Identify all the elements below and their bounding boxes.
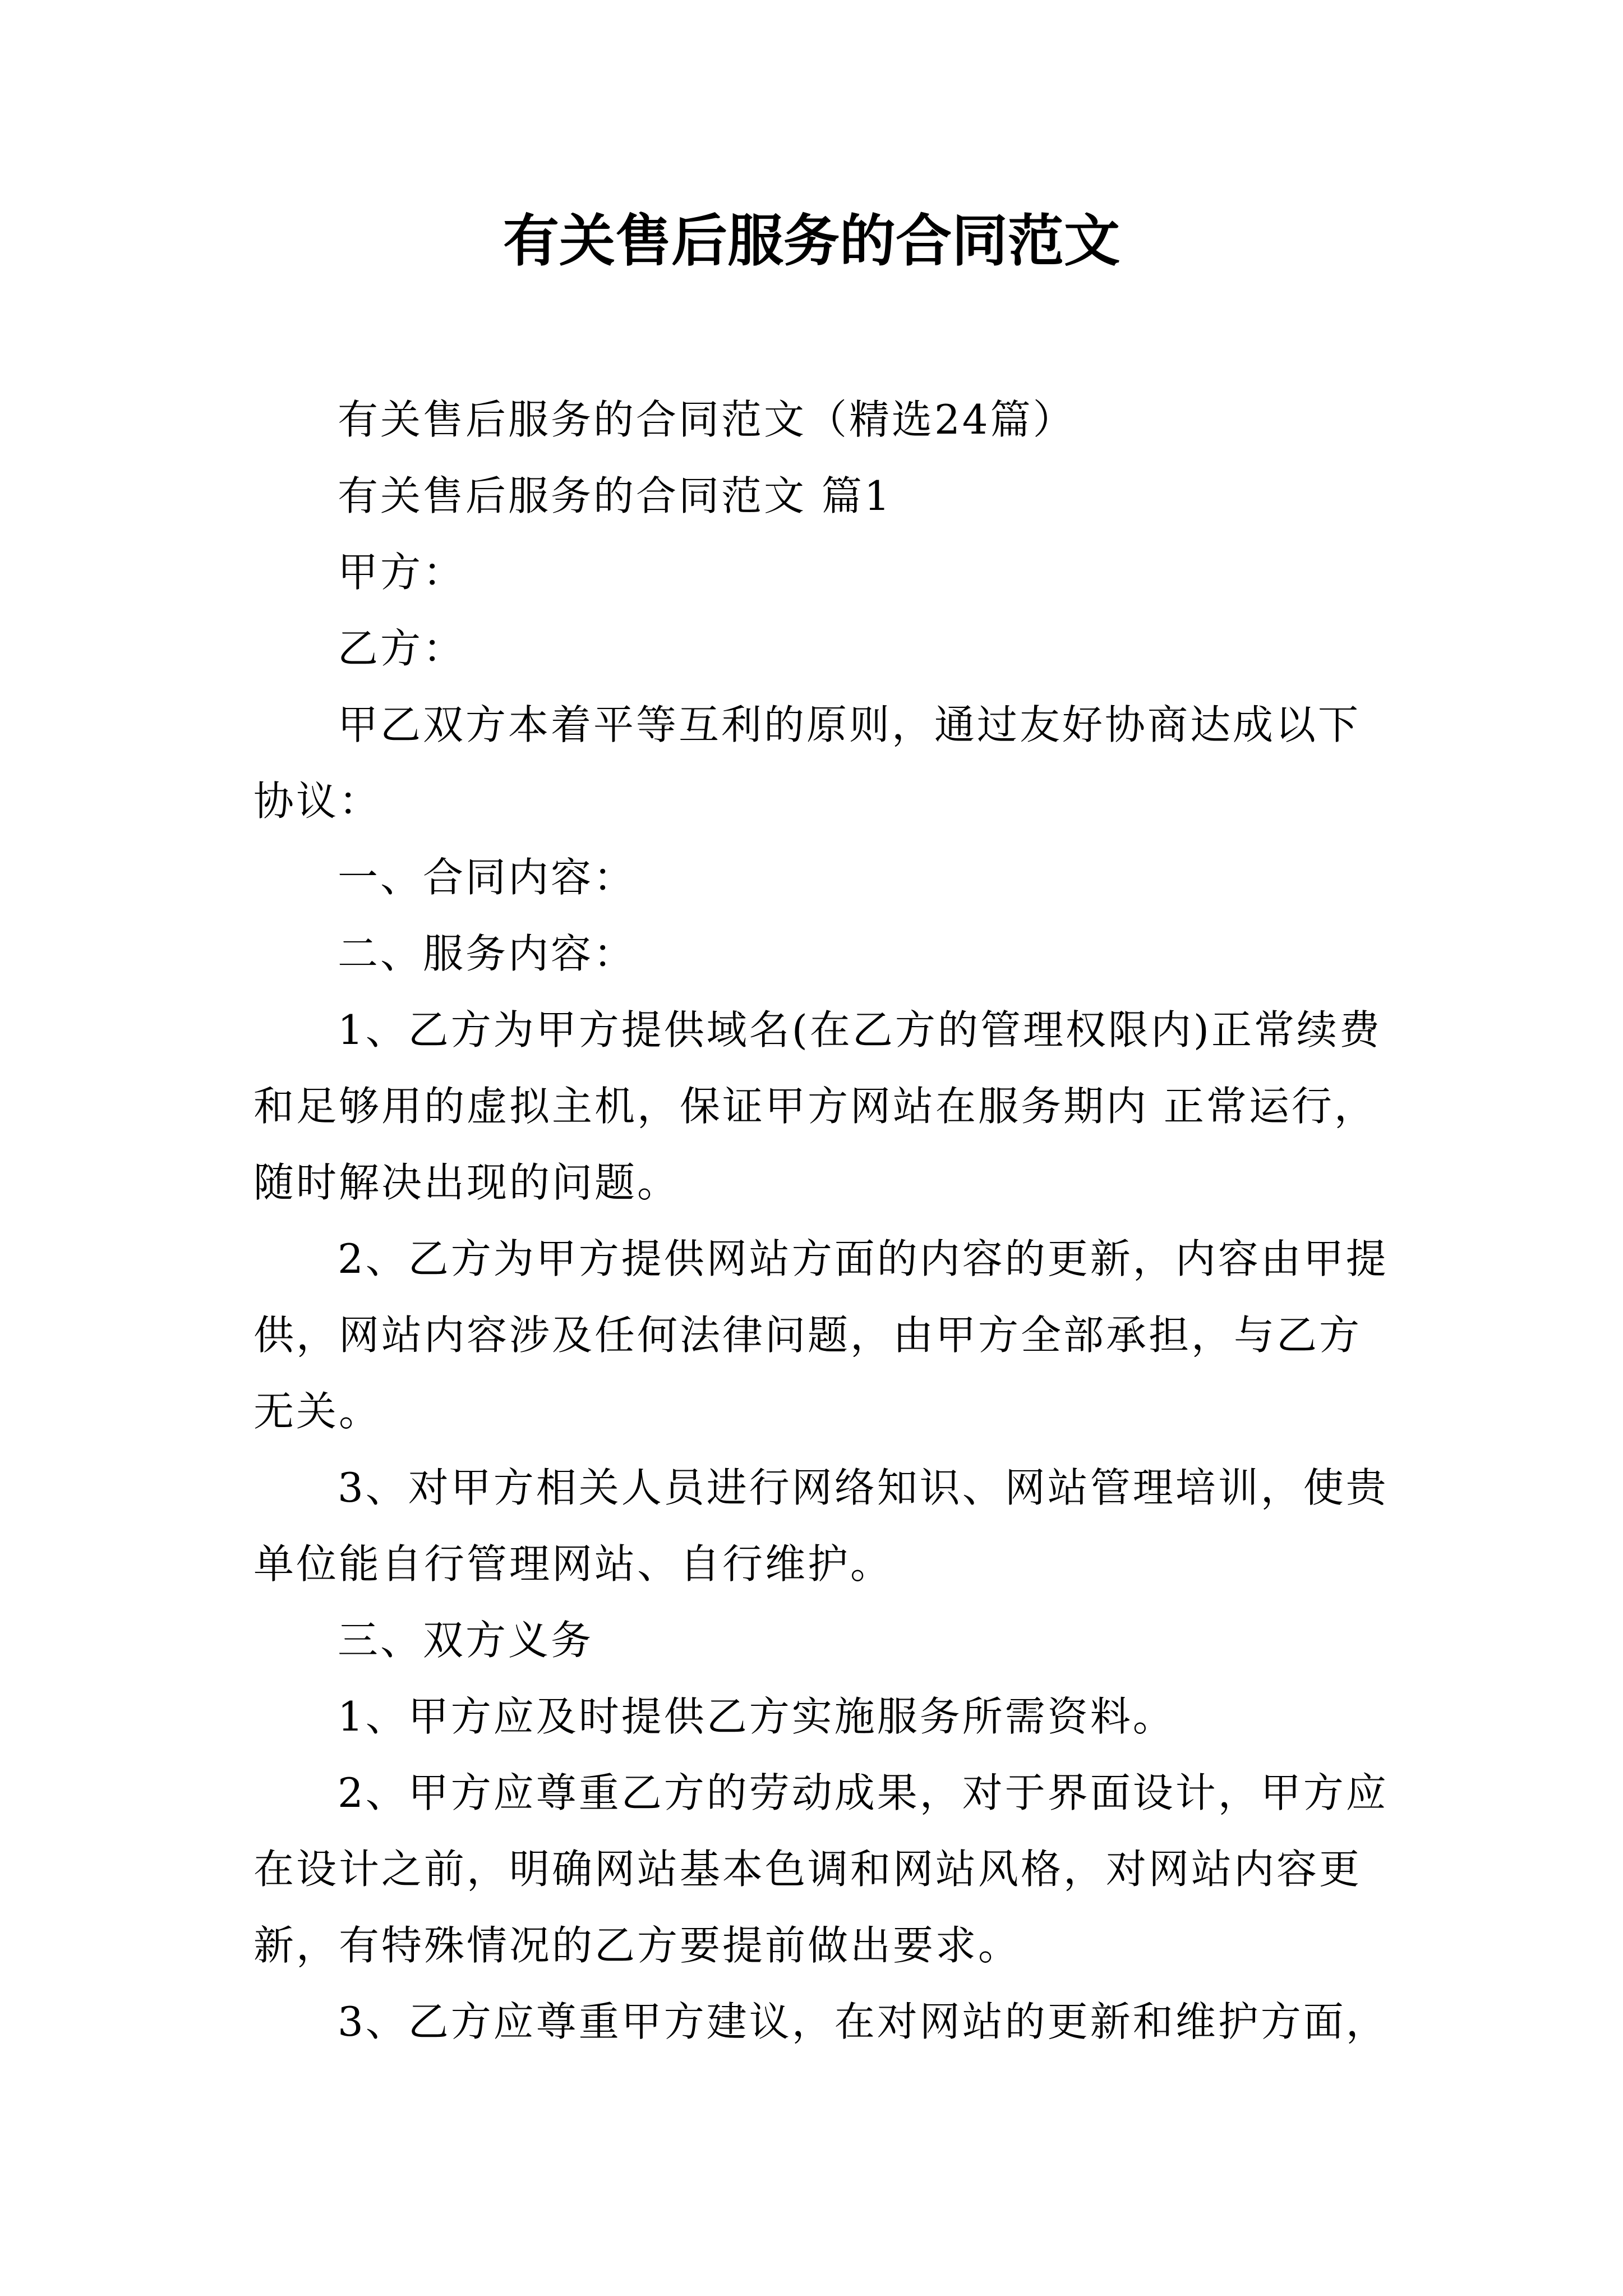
paragraph-service-item-2: 2、乙方为甲方提供网站方面的内容的更新，内容由甲提供，网站内容涉及任何法律问题，由甲方全部承担，与乙方无关。: [253, 1235, 1389, 1435]
paragraph-subtitle: 有关售后服务的合同范文（精选24篇）: [338, 396, 1076, 443]
paragraph-obligation-2: 2、甲方应尊重乙方的劳动成果，对于界面设计，甲方应在设计之前，明确网站基本色调和网站风格，对网站内容更新，有特殊情况的乙方要提前做出要求。: [253, 1769, 1389, 1969]
paragraph-obligation-3: 3、乙方应尊重甲方建议，在对网站的更新和维护方面，: [338, 1998, 1389, 2045]
paragraph-service-item-1: 1、乙方为甲方提供域名(在乙方的管理权限内)正常续费和足够用的虚拟主机，保证甲方网站在服务期内 正常运行， 随时解决出现的问题。: [253, 1006, 1382, 1206]
paragraph-obligation-1: 1、甲方应及时提供乙方实施服务所需资料。: [338, 1693, 1175, 1740]
paragraph-party-b: 乙方：: [338, 625, 466, 672]
paragraph-section-heading: 有关售后服务的合同范文 篇1: [338, 472, 892, 519]
paragraph-service-item-3: 3、对甲方相关人员进行网络知识、网站管理培训，使贵单位能自行管理网站、自行维护。: [253, 1464, 1389, 1588]
paragraph-obligations-heading: 三、双方义务: [338, 1617, 594, 1664]
document-title: 有关售后服务的合同范文: [503, 208, 1120, 274]
paragraph-service-content: 二、服务内容：: [338, 930, 637, 977]
document-body: [253, 381, 1392, 2060]
paragraph-contract-content: 一、合同内容：: [338, 854, 637, 901]
paragraph-agreement-intro: 甲乙双方本着平等互利的原则，通过友好协商达成以下协议：: [253, 701, 1361, 825]
paragraph-party-a: 甲方：: [338, 549, 466, 596]
